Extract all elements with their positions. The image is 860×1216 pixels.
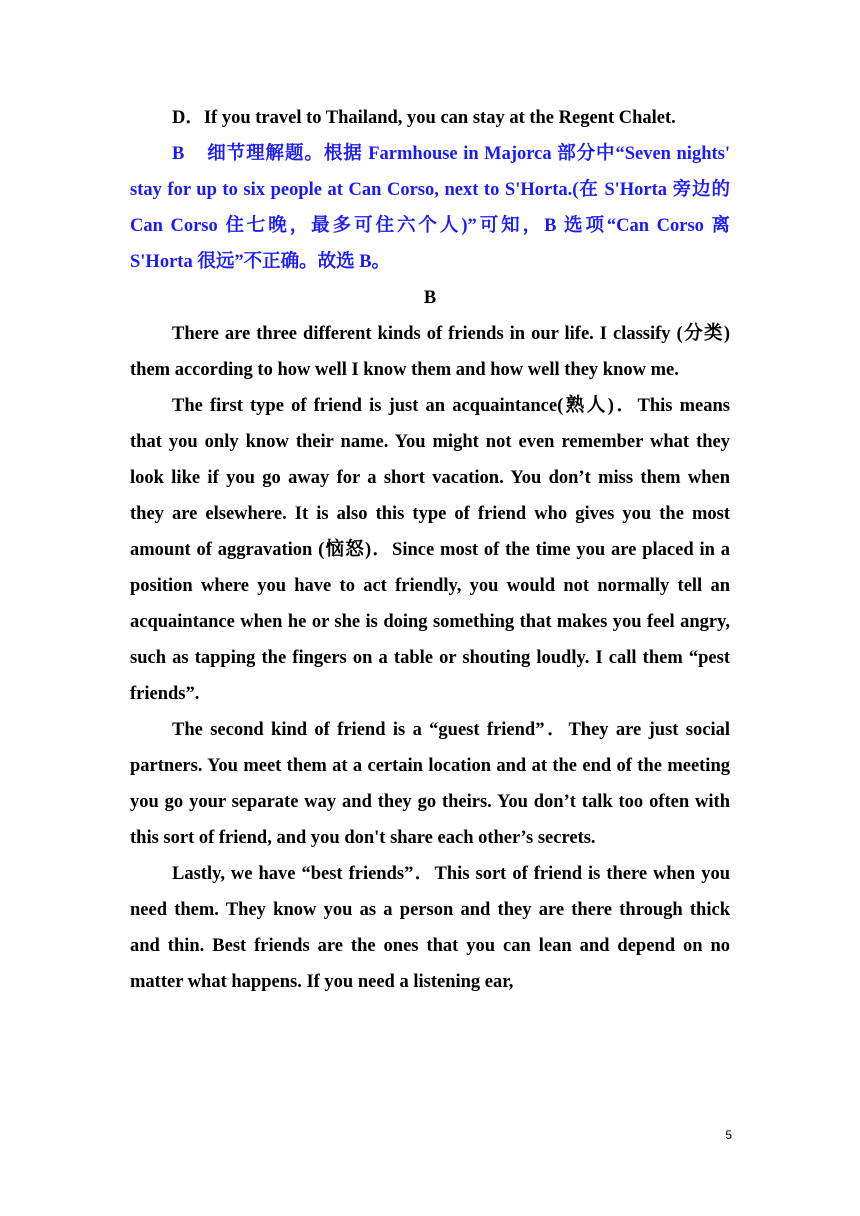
paragraph-2: The first type of friend is just an acquaintance(熟人)．This means that you only know their name. You might not even remember what they look like if you go away for a short vacation. You don’t miss them when they are elsewhere. It is also this type of friend who gives you the most amount of aggravation (恼怒)．Since most of the time you are placed in a position where you have to act friendly, you would not normally tell an acquaintance when he or she is doing something that makes you feel angry, such as tapping the fingers on a table or shouting loudly. I call them “pest friends”. xyxy=(130,396,730,704)
page-number: 5 xyxy=(725,1128,732,1142)
paragraph-3: The second kind of friend is a “guest friend”．They are just social partners. You meet them at a certain location and at the end of the meeting you go your separate way and they go theirs. You don’t talk too often with this sort of friend, and you don't share each other’s secrets. xyxy=(130,720,730,848)
answer-explanation-text: 细节理解题。根据 Farmhouse in Majorca 部分中“Seven nights' stay for up to six people at Can Corso, next to S'Horta.(在 S'Horta 旁边的 Can Corso 住七晚，最多可住六个人)”可知，B 选项“Can Corso 离 S'Horta 很远”不正确。故选 B。 xyxy=(130,144,730,272)
document-page xyxy=(130,100,730,1000)
option-d-text: D．If you travel to Thailand, you can stay at the Regent Chalet. xyxy=(172,108,676,128)
answer-explanation xyxy=(130,136,730,280)
answer-letter: B xyxy=(172,144,185,164)
paragraph-4: Lastly, we have “best friends”．This sort of friend is there when you need them. They know you as a person and they are there through thick and thin. Best friends are the ones that you can lean and depend on no matter what happens. If you need a listening ear, xyxy=(130,864,730,992)
passage-section-letter: B xyxy=(423,288,437,308)
paragraph-1: There are three different kinds of friends in our life. I classify (分类) them according to how well I know them and how well they know me. xyxy=(130,324,730,380)
